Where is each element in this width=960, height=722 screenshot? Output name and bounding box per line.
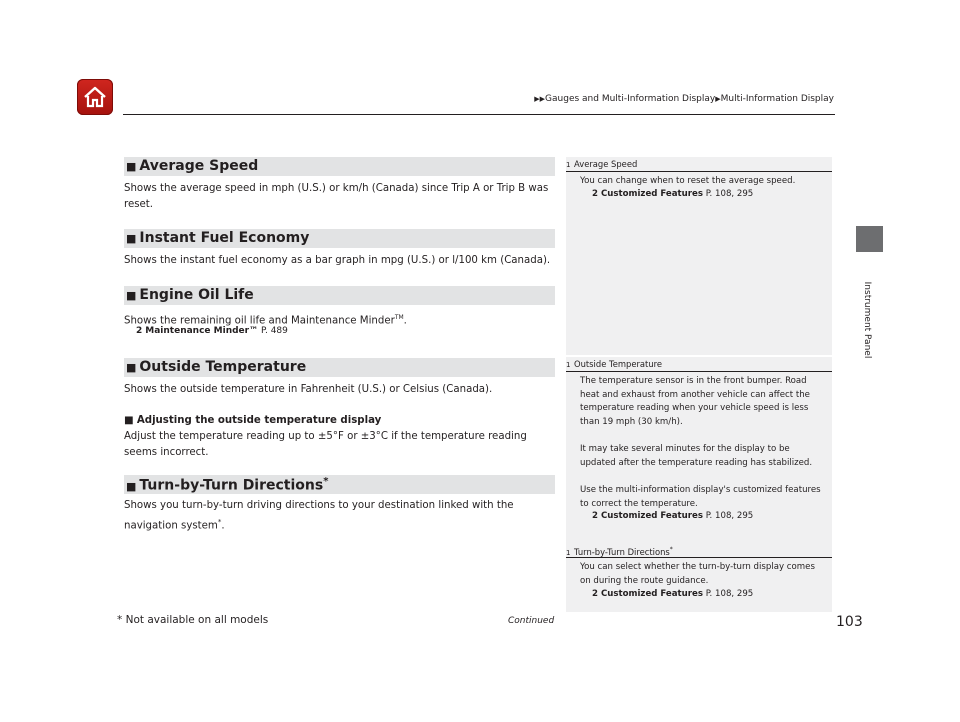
breadcrumb — [500, 94, 834, 104]
section-marker-icon: ■ — [126, 361, 137, 374]
breadcrumb-arrow-icon: ▶▶ — [534, 95, 546, 103]
breadcrumb-current[interactable]: Multi-Information Display — [720, 94, 834, 104]
note-xref-average-speed[interactable]: 2 Customized Features P. 108, 295 — [592, 189, 754, 199]
section-marker-icon: ■ — [126, 479, 137, 493]
note-title-average-speed: 1 Average Speed — [566, 157, 832, 172]
note-marker-icon: 1 — [566, 548, 571, 557]
note-outside-temp — [566, 357, 832, 612]
note-text-outside-temp-3: Use the multi-information display's customized features to correct the temperature. — [580, 485, 821, 509]
section-marker-icon: ■ — [126, 232, 137, 245]
home-button[interactable] — [77, 79, 113, 115]
average-speed-text: Shows the average speed in mph (U.S.) or km/h (Canada) since Trip A or Trip B was reset. — [124, 183, 549, 210]
section-title-outside-temp: ■ Outside Temperature — [126, 359, 307, 375]
xref-maintenance-minder[interactable]: 2 Maintenance Minder™ P. 489 — [136, 326, 288, 336]
note-marker-icon: 1 — [566, 161, 571, 169]
chapter-tab[interactable] — [856, 226, 883, 252]
note-xref-turn-by-turn[interactable]: 2 Customized Features P. 108, 295 — [592, 589, 754, 599]
section-marker-icon: ■ — [126, 289, 137, 302]
outside-temp-text: Shows the outside temperature in Fahrenheit (U.S.) or Celsius (Canada). — [124, 384, 493, 395]
note-average-speed — [566, 157, 832, 355]
note-text-turn-by-turn: You can select whether the turn-by-turn display comes on during the route guidance. — [580, 562, 815, 586]
note-text-outside-temp-2: It may take several minutes for the display to be updated after the temperature reading has stabilized. — [580, 444, 813, 468]
breadcrumb-link-gauges[interactable]: Gauges and Multi-Information Display — [545, 94, 716, 104]
engine-oil-text: Shows the remaining oil life and Maintenance Minder™. — [124, 314, 407, 327]
xref-arrow-icon: 2 — [592, 511, 598, 521]
footnote: * Not available on all models — [117, 614, 269, 626]
home-icon — [82, 84, 108, 110]
page-number: 103 — [836, 614, 863, 630]
xref-arrow-icon: 2 — [136, 326, 143, 336]
xref-arrow-icon: 2 — [592, 589, 598, 599]
section-title-turn-by-turn: ■ Turn-by-Turn Directions* — [126, 476, 329, 494]
instant-fuel-text: Shows the instant fuel economy as a bar graph in mpg (U.S.) or l/100 km (Canada). — [124, 255, 551, 266]
note-text-average-speed: You can change when to reset the average speed. — [580, 176, 796, 186]
note-title-turn-by-turn: 1 Turn-by-Turn Directions* — [566, 543, 832, 558]
breadcrumb-separator-icon: ▶ — [715, 95, 721, 103]
turn-by-turn-text: Shows you turn-by-turn driving directions to your destination linked with the navigation system*. — [124, 500, 514, 532]
section-marker-icon: ■ — [126, 160, 137, 173]
header-divider — [123, 114, 835, 115]
adjust-temp-text: Adjust the temperature reading up to ±5°F or ±3°C if the temperature reading seems incorrect. — [124, 431, 527, 458]
section-title-instant-fuel: ■ Instant Fuel Economy — [126, 230, 310, 246]
section-title-engine-oil: ■ Engine Oil Life — [126, 287, 254, 303]
subsection-heading-adjust-temp: ■ Adjusting the outside temperature display — [124, 415, 382, 426]
note-title-outside-temp: 1 Outside Temperature — [566, 357, 832, 372]
section-title-average-speed: ■ Average Speed — [126, 158, 259, 174]
note-marker-icon: 1 — [566, 361, 571, 369]
chapter-tab-label: Instrument Panel — [862, 281, 872, 359]
note-text-outside-temp-1: The temperature sensor is in the front bumper. Road heat and exhaust from another vehicle can affect the temperature reading when your vehicle speed is less than 19 mph (30 km/h). — [580, 376, 810, 427]
xref-arrow-icon: 2 — [592, 189, 598, 199]
note-xref-outside-temp[interactable]: 2 Customized Features P. 108, 295 — [592, 511, 754, 521]
subsection-marker-icon: ■ — [124, 415, 134, 426]
continued-label: Continued — [508, 616, 555, 626]
